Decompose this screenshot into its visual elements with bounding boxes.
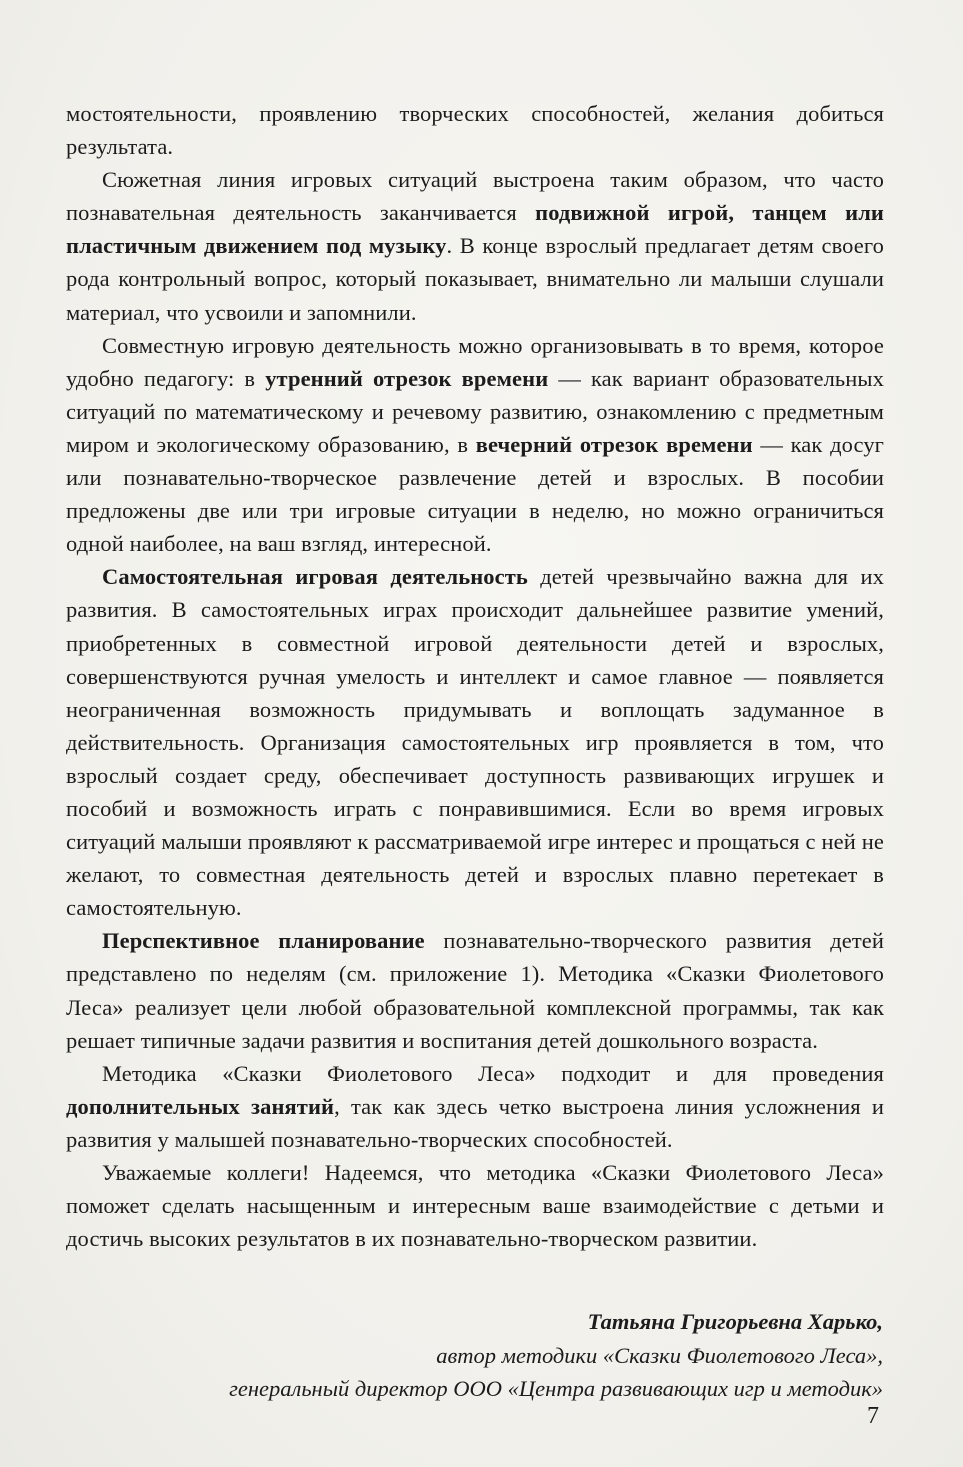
bold-phrase: Перспективное планирование xyxy=(102,928,425,954)
bold-phrase: вечерний отрезок времени xyxy=(475,431,753,457)
signature-role: автор методики «Сказки Фиолетового Леса», xyxy=(436,1342,883,1368)
text-run: Сюжетная линия игровых ситуаций выстроена таким образом, что часто познавательная деятельность заканчивается xyxy=(66,167,884,226)
text-run: Совместную игровую деятельность можно организовывать в то время, которое удобно педагогу: в xyxy=(66,332,884,391)
paragraph xyxy=(66,1057,884,1156)
text-run: познавательно-творческого развития детей представлено по неделям (см. приложение 1). Методика «Сказки Фиолетового Леса» реализует цели любой образовательной комплексной программы, так как решает типичные задачи развития и воспитания детей дошкольного возраста. xyxy=(66,928,884,1053)
bold-phrase: дополнительных занятий xyxy=(66,1093,335,1119)
bold-phrase: утренний отрезок времени xyxy=(265,365,549,391)
text-run: детей чрезвычайно важна для их развития. В самостоятельных играх происходит дальнейшее развитие умений, приобретенных в совместной игровой деятельности детей и взрослых, совершенствуются ручная умелость и интеллект и самое главное — появляется неограниченная возможность придумывать и воплощать задуманное в действительность. Организация самостоятельных игр проявляется в том, что взрослый создает среду, обеспечивает доступность развивающих игрушек и пособий и возможность играть с понравившимися. Если во время игровых ситуаций малыши проявляют к рассматриваемой игре интерес и прощаться с ней не желают, то совместная деятельность детей и взрослых плавно перетекает в самостоятельную. xyxy=(66,564,884,921)
text-run: мостоятельности, проявлению творческих способностей, желания добиться результата. xyxy=(66,101,884,160)
paragraph xyxy=(66,1156,884,1255)
signature-position: генеральный директор ООО «Центра развивающих игр и методик» xyxy=(229,1376,883,1401)
page-number: 7 xyxy=(867,1403,879,1429)
text-run: , так как здесь четко выстроена линия усложнения и развития у малышей познавательно-творческих способностей. xyxy=(66,1093,884,1152)
paragraph xyxy=(66,560,884,924)
body-text xyxy=(66,97,884,1255)
text-run: . В конце взрослый предлагает детям своего рода контрольный вопрос, который показывает, внимательно ли малыши слушали материал, что усвоили и запомнили. xyxy=(66,233,884,325)
paragraph xyxy=(66,163,884,328)
text-run: Методика «Сказки Фиолетового Леса» подходит и для проведения xyxy=(102,1060,884,1086)
text-run: Уважаемые коллеги! Надеемся, что методика «Сказки Фиолетового Леса» поможет сделать насыщенным и интересным ваше взаимодействие с детьми и достичь высоких результатов в их познавательно-творческом развитии. xyxy=(66,1160,884,1252)
text-run: — как вариант образовательных ситуаций по математическому и речевому развитию, ознакомлению с предметным миром и экологическому образованию, в xyxy=(66,365,884,457)
paragraph xyxy=(66,924,884,1056)
paragraph xyxy=(66,97,884,163)
bold-phrase: Самостоятельная игровая деятельность xyxy=(102,564,528,590)
paragraph xyxy=(66,329,884,561)
text-run: — как досуг или познавательно-творческое развлечение детей и взрослых. В пособии предложены две или три игровые ситуации в неделю, но можно ограничиться одной наиболее, на ваш взгляд, интересной. xyxy=(66,431,884,557)
bold-phrase: подвижной игрой, танцем или пластичным движением под музыку xyxy=(66,200,884,259)
author-signature xyxy=(229,1305,883,1406)
signature-name: Татьяна Григорьевна Харько, xyxy=(587,1309,883,1334)
